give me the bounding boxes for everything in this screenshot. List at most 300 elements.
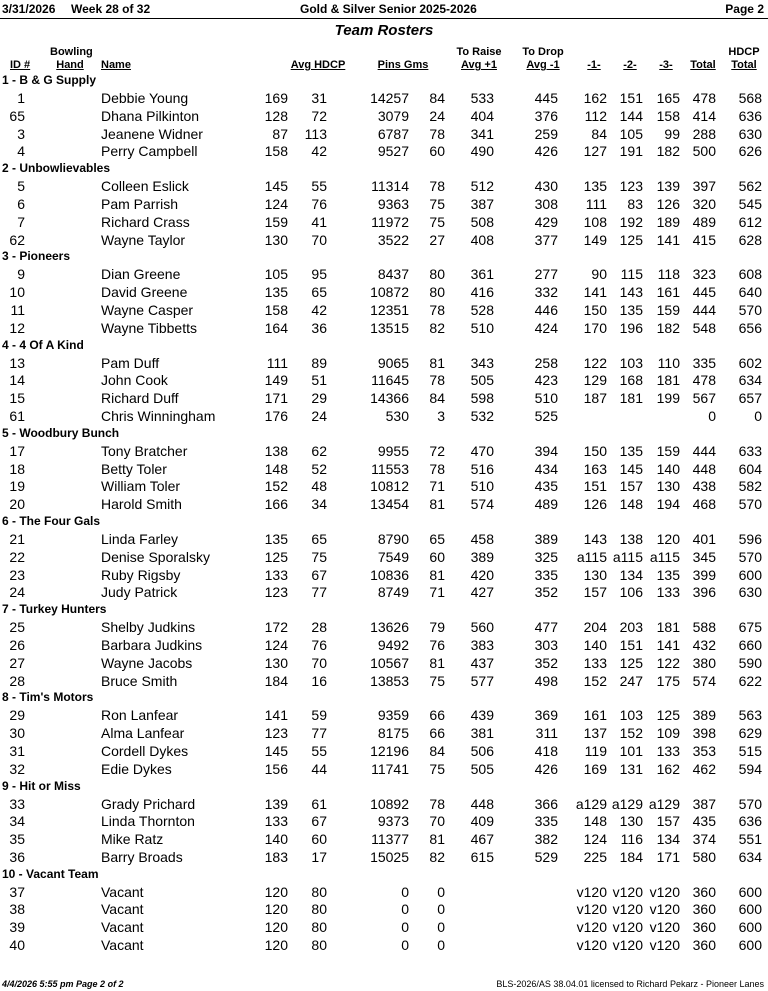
series-total: 345 xyxy=(692,548,716,565)
handicap-total: 590 xyxy=(738,654,762,671)
game-1-score: 143 xyxy=(583,530,607,547)
to-raise-average: 490 xyxy=(470,143,494,160)
print-timestamp: 4/4/2026 5:55 pm Page 2 of 2 xyxy=(2,979,124,989)
league-name: Gold & Silver Senior 2025-2026 xyxy=(300,2,477,16)
player-row xyxy=(0,724,768,742)
player-id: 35 xyxy=(9,831,25,848)
player-handicap: 42 xyxy=(311,301,327,318)
to-raise-average: 508 xyxy=(470,213,494,230)
game-1-score: 204 xyxy=(583,619,607,636)
game-1-score: 129 xyxy=(583,372,607,389)
series-total: 588 xyxy=(692,619,716,636)
player-handicap: 76 xyxy=(311,195,327,212)
game-1-score: 122 xyxy=(583,354,607,371)
game-3-score: 133 xyxy=(656,742,680,759)
to-drop-average: 429 xyxy=(534,213,558,230)
player-average: 172 xyxy=(264,619,288,636)
to-drop-average: 382 xyxy=(534,831,558,848)
handicap-total: 622 xyxy=(738,672,762,689)
handicap-total: 626 xyxy=(738,143,762,160)
player-pins: 10892 xyxy=(370,795,409,812)
to-raise-average: 458 xyxy=(470,530,494,547)
to-raise-average: 510 xyxy=(470,319,494,336)
to-drop-average: 423 xyxy=(534,372,558,389)
player-name: Chris Winningham xyxy=(101,407,216,424)
to-raise-average: 409 xyxy=(470,813,494,830)
player-id: 38 xyxy=(9,901,25,918)
player-handicap: 28 xyxy=(311,619,327,636)
player-name: John Cook xyxy=(101,372,168,389)
player-row xyxy=(0,89,768,107)
to-raise-average: 598 xyxy=(470,390,494,407)
team-header: 2 - Unbowlievables xyxy=(2,161,111,176)
player-row xyxy=(0,706,768,724)
game-1-score: 130 xyxy=(583,566,607,583)
col-game-2: -2- xyxy=(623,59,637,71)
handicap-total: 570 xyxy=(738,496,762,513)
player-row xyxy=(0,301,768,319)
player-row xyxy=(0,900,768,918)
player-id: 14 xyxy=(9,372,25,389)
player-pins: 8790 xyxy=(377,530,409,547)
game-2-score: 157 xyxy=(619,478,643,495)
player-pins: 10567 xyxy=(370,654,409,671)
series-total: 415 xyxy=(692,231,716,248)
player-name: Ron Lanfear xyxy=(101,707,179,724)
player-average: 152 xyxy=(264,478,288,495)
game-3-score: 159 xyxy=(656,301,680,318)
game-2-score: 145 xyxy=(619,460,643,477)
player-name: Vacant xyxy=(101,901,144,918)
series-total: 389 xyxy=(692,707,716,724)
player-average: 130 xyxy=(264,231,288,248)
player-id: 26 xyxy=(9,636,25,653)
player-games: 84 xyxy=(429,742,445,759)
player-pins: 0 xyxy=(401,919,409,936)
series-total: 448 xyxy=(692,460,716,477)
player-row xyxy=(0,389,768,407)
game-1-score: 124 xyxy=(583,831,607,848)
game-2-score: 105 xyxy=(619,125,643,142)
player-row xyxy=(0,583,768,601)
col-hand: Hand xyxy=(56,59,84,71)
handicap-total: 612 xyxy=(738,213,762,230)
to-raise-average: 383 xyxy=(470,636,494,653)
player-id: 21 xyxy=(9,530,25,547)
game-1-score: 151 xyxy=(583,478,607,495)
player-pins: 9363 xyxy=(377,195,409,212)
game-1-score: 162 xyxy=(583,90,607,106)
to-drop-average: 424 xyxy=(534,319,558,336)
game-1-score: 169 xyxy=(583,760,607,777)
col-hdcp-total: Total xyxy=(731,59,757,71)
handicap-total: 562 xyxy=(738,178,762,195)
game-1-score: 127 xyxy=(583,143,607,160)
player-id: 9 xyxy=(17,266,25,283)
series-total: 478 xyxy=(692,372,716,389)
player-pins: 7549 xyxy=(377,548,409,565)
to-raise-average: 389 xyxy=(470,548,494,565)
to-drop-average: 510 xyxy=(534,390,558,407)
player-name: Cordell Dykes xyxy=(101,742,189,759)
player-pins: 8175 xyxy=(377,725,409,742)
series-total: 444 xyxy=(692,301,716,318)
player-id: 65 xyxy=(9,107,25,124)
handicap-total: 570 xyxy=(738,301,762,318)
game-3-score: a115 xyxy=(649,548,680,565)
player-games: 81 xyxy=(429,496,445,513)
player-handicap: 65 xyxy=(311,530,327,547)
player-id: 39 xyxy=(9,919,25,936)
player-handicap: 80 xyxy=(311,937,327,954)
player-games: 78 xyxy=(429,125,445,142)
series-total: 360 xyxy=(692,883,716,900)
page-number: Page 2 xyxy=(725,2,764,16)
to-raise-average: 343 xyxy=(470,354,494,371)
team-header: 1 - B & G Supply xyxy=(2,73,97,87)
to-raise-average: 532 xyxy=(470,407,494,424)
player-row xyxy=(0,213,768,231)
game-3-score: 157 xyxy=(656,813,680,830)
player-row xyxy=(0,142,768,160)
series-total: 444 xyxy=(692,442,716,459)
player-row xyxy=(0,760,768,778)
player-average: 141 xyxy=(264,707,288,724)
handicap-total: 600 xyxy=(738,883,762,900)
player-row xyxy=(0,548,768,566)
game-1-score: 149 xyxy=(583,231,607,248)
col-game-3: -3- xyxy=(659,59,673,71)
player-name: Wayne Casper xyxy=(101,301,194,318)
game-3-score: 99 xyxy=(664,125,680,142)
game-2-score: 151 xyxy=(619,636,643,653)
player-id: 33 xyxy=(9,795,25,812)
col-name: Name xyxy=(101,59,131,71)
player-id: 28 xyxy=(9,672,25,689)
to-raise-average: 560 xyxy=(470,619,494,636)
player-handicap: 61 xyxy=(311,795,327,812)
player-games: 81 xyxy=(429,566,445,583)
player-name: Shelby Judkins xyxy=(101,619,196,636)
player-handicap: 80 xyxy=(311,883,327,900)
player-pins: 10812 xyxy=(370,478,409,495)
col-to-raise: To Raise xyxy=(456,46,502,58)
game-3-score: 122 xyxy=(656,654,680,671)
report-date: 3/31/2026 xyxy=(2,2,56,16)
col-game-1: -1- xyxy=(587,59,601,71)
player-average: 156 xyxy=(264,760,288,777)
to-raise-average: 505 xyxy=(470,760,494,777)
handicap-total: 0 xyxy=(754,407,762,424)
game-3-score: 181 xyxy=(656,372,680,389)
to-drop-average: 277 xyxy=(534,266,558,283)
player-id: 29 xyxy=(9,707,25,724)
game-3-score: 125 xyxy=(656,707,680,724)
player-pins: 11972 xyxy=(371,213,409,230)
player-row xyxy=(0,848,768,866)
player-pins: 0 xyxy=(401,883,409,900)
player-average: 176 xyxy=(264,407,288,424)
handicap-total: 568 xyxy=(738,90,762,106)
game-3-score: v120 xyxy=(649,919,680,936)
series-total: 468 xyxy=(692,496,716,513)
game-1-score: 225 xyxy=(583,848,607,865)
player-id: 3 xyxy=(17,125,25,142)
player-games: 60 xyxy=(429,548,445,565)
player-average: 139 xyxy=(264,795,288,812)
player-games: 65 xyxy=(429,530,445,547)
game-2-score: 131 xyxy=(619,760,643,777)
game-2-score: 125 xyxy=(619,654,643,671)
player-average: 164 xyxy=(264,319,288,336)
handicap-total: 596 xyxy=(738,530,762,547)
player-name: Perry Campbell xyxy=(101,143,198,160)
player-games: 0 xyxy=(437,937,445,954)
to-drop-average: 426 xyxy=(534,760,558,777)
player-games: 79 xyxy=(429,619,445,636)
to-raise-average: 448 xyxy=(470,795,494,812)
player-handicap: 89 xyxy=(311,354,327,371)
game-1-score: v120 xyxy=(576,901,607,918)
series-total: 374 xyxy=(692,831,716,848)
to-drop-average: 477 xyxy=(534,619,558,636)
handicap-total: 608 xyxy=(738,266,762,283)
player-name: Betty Toler xyxy=(101,460,167,477)
game-2-score: 144 xyxy=(619,107,643,124)
player-handicap: 52 xyxy=(311,460,327,477)
player-pins: 3522 xyxy=(377,231,409,248)
player-games: 84 xyxy=(429,390,445,407)
player-row xyxy=(0,918,768,936)
player-average: 105 xyxy=(264,266,288,283)
series-total: 397 xyxy=(692,178,716,195)
player-id: 18 xyxy=(9,460,25,477)
to-raise-average: 528 xyxy=(470,301,494,318)
player-average: 166 xyxy=(264,496,288,513)
player-games: 82 xyxy=(429,848,445,865)
game-3-score: 189 xyxy=(656,213,680,230)
player-row xyxy=(0,566,768,584)
series-total: 500 xyxy=(692,143,716,160)
game-2-score: 203 xyxy=(619,619,643,636)
player-average: 124 xyxy=(264,195,288,212)
game-2-score: 192 xyxy=(619,213,643,230)
game-1-score: 119 xyxy=(584,742,607,759)
game-3-score: 110 xyxy=(657,354,680,371)
to-drop-average: 259 xyxy=(534,125,558,142)
player-name: Mike Ratz xyxy=(101,831,164,848)
game-2-score: 101 xyxy=(619,742,643,759)
game-3-score: 141 xyxy=(656,231,680,248)
player-handicap: 16 xyxy=(311,672,327,689)
handicap-total: 515 xyxy=(738,742,762,759)
to-raise-average: 381 xyxy=(470,725,494,742)
col-id: ID # xyxy=(10,59,31,71)
player-id: 19 xyxy=(9,478,25,495)
game-1-score: 126 xyxy=(583,496,607,513)
player-row xyxy=(0,830,768,848)
to-drop-average: 445 xyxy=(534,90,558,106)
team-header: 6 - The Four Gals xyxy=(2,513,101,528)
player-average: 87 xyxy=(272,125,288,142)
player-id: 10 xyxy=(9,284,25,301)
game-2-score: 125 xyxy=(619,231,643,248)
game-1-score: 135 xyxy=(583,178,607,195)
player-average: 140 xyxy=(264,831,288,848)
player-games: 72 xyxy=(429,442,445,459)
player-games: 80 xyxy=(429,284,445,301)
series-total: 353 xyxy=(692,742,716,759)
player-id: 31 xyxy=(9,742,25,759)
series-total: 335 xyxy=(692,354,716,371)
player-handicap: 95 xyxy=(311,266,327,283)
game-3-score: 158 xyxy=(656,107,680,124)
player-average: 120 xyxy=(264,901,288,918)
player-average: 124 xyxy=(264,636,288,653)
game-1-score: 157 xyxy=(583,584,607,601)
player-games: 76 xyxy=(429,636,445,653)
game-2-score: v120 xyxy=(612,883,643,900)
player-name: Wayne Tibbetts xyxy=(101,319,197,336)
player-games: 78 xyxy=(429,301,445,318)
player-pins: 11314 xyxy=(371,178,409,195)
to-drop-average: 435 xyxy=(534,478,558,495)
game-3-score: 139 xyxy=(656,178,680,195)
player-name: Linda Thornton xyxy=(101,813,195,830)
to-raise-average: 427 xyxy=(470,584,494,601)
game-1-score: 148 xyxy=(583,813,607,830)
player-handicap: 42 xyxy=(311,143,327,160)
player-games: 82 xyxy=(429,319,445,336)
game-2-score: 196 xyxy=(619,319,643,336)
handicap-total: 634 xyxy=(738,848,762,865)
game-3-score: 175 xyxy=(656,672,680,689)
player-average: 135 xyxy=(264,530,288,547)
player-row xyxy=(0,442,768,460)
series-total: 396 xyxy=(692,584,716,601)
game-2-score: 134 xyxy=(619,566,643,583)
to-raise-average: 408 xyxy=(470,231,494,248)
player-games: 71 xyxy=(429,584,445,601)
player-row xyxy=(0,654,768,672)
handicap-total: 582 xyxy=(738,478,762,495)
player-name: Wayne Taylor xyxy=(101,231,186,248)
player-id: 23 xyxy=(9,566,25,583)
player-row xyxy=(0,495,768,513)
handicap-total: 636 xyxy=(738,107,762,124)
player-games: 71 xyxy=(429,478,445,495)
to-raise-average: 467 xyxy=(470,831,494,848)
game-3-score: v120 xyxy=(649,901,680,918)
player-row xyxy=(0,460,768,478)
player-id: 32 xyxy=(9,760,25,777)
game-3-score: v120 xyxy=(649,883,680,900)
game-1-score: 163 xyxy=(583,460,607,477)
player-handicap: 24 xyxy=(311,407,327,424)
player-average: 125 xyxy=(264,548,288,565)
to-drop-average: 529 xyxy=(534,848,558,865)
player-handicap: 76 xyxy=(311,636,327,653)
player-average: 158 xyxy=(264,143,288,160)
player-average: 120 xyxy=(264,919,288,936)
player-row xyxy=(0,672,768,690)
player-row xyxy=(0,407,768,425)
series-total: 478 xyxy=(692,90,716,106)
handicap-total: 563 xyxy=(738,707,762,724)
game-3-score: 141 xyxy=(656,636,680,653)
player-name: Richard Crass xyxy=(101,213,190,230)
player-handicap: 44 xyxy=(311,760,327,777)
game-1-score: 112 xyxy=(584,107,607,124)
handicap-total: 636 xyxy=(738,813,762,830)
handicap-total: 628 xyxy=(738,231,762,248)
team-roster-table xyxy=(0,72,768,954)
series-total: 398 xyxy=(692,725,716,742)
to-raise-average: 387 xyxy=(470,195,494,212)
game-2-score: 103 xyxy=(619,354,643,371)
game-2-score: 115 xyxy=(620,266,643,283)
player-pins: 13626 xyxy=(370,619,409,636)
to-drop-average: 258 xyxy=(534,354,558,371)
player-handicap: 17 xyxy=(311,848,327,865)
to-drop-average: 418 xyxy=(534,742,558,759)
to-drop-average: 394 xyxy=(534,442,558,459)
game-3-score: 171 xyxy=(656,848,680,865)
game-3-score: 130 xyxy=(656,478,680,495)
player-name: Harold Smith xyxy=(101,496,182,513)
player-row xyxy=(0,107,768,125)
series-total: 445 xyxy=(692,284,716,301)
player-pins: 0 xyxy=(401,901,409,918)
player-games: 78 xyxy=(429,795,445,812)
player-id: 62 xyxy=(9,231,25,248)
series-total: 580 xyxy=(692,848,716,865)
to-drop-average: 377 xyxy=(534,231,558,248)
handicap-total: 600 xyxy=(738,937,762,954)
game-1-score: 170 xyxy=(583,319,607,336)
player-handicap: 34 xyxy=(311,496,327,513)
to-drop-average: 434 xyxy=(534,460,558,477)
handicap-total: 602 xyxy=(738,354,762,371)
player-pins: 11377 xyxy=(371,831,409,848)
series-total: 462 xyxy=(692,760,716,777)
player-id: 36 xyxy=(9,848,25,865)
series-total: 387 xyxy=(692,795,716,812)
player-id: 61 xyxy=(9,407,25,424)
player-name: Linda Farley xyxy=(101,530,179,547)
handicap-total: 629 xyxy=(738,725,762,742)
player-pins: 530 xyxy=(385,407,409,424)
player-games: 84 xyxy=(429,90,445,106)
player-name: Tony Bratcher xyxy=(101,442,188,459)
player-name: Barbara Judkins xyxy=(101,636,203,653)
game-3-score: v120 xyxy=(649,937,680,954)
player-id: 22 xyxy=(9,548,25,565)
to-raise-average: 361 xyxy=(470,266,494,283)
player-handicap: 113 xyxy=(304,125,327,142)
player-pins: 10872 xyxy=(370,284,409,301)
player-games: 24 xyxy=(429,107,445,124)
game-3-score: 182 xyxy=(656,143,680,160)
player-average: 171 xyxy=(264,390,288,407)
game-1-score: 150 xyxy=(583,442,607,459)
team-header: 5 - Woodbury Bunch xyxy=(2,425,120,440)
player-average: 120 xyxy=(264,883,288,900)
series-total: 489 xyxy=(692,213,716,230)
player-row xyxy=(0,477,768,495)
player-name: Edie Dykes xyxy=(101,760,172,777)
player-games: 80 xyxy=(429,266,445,283)
